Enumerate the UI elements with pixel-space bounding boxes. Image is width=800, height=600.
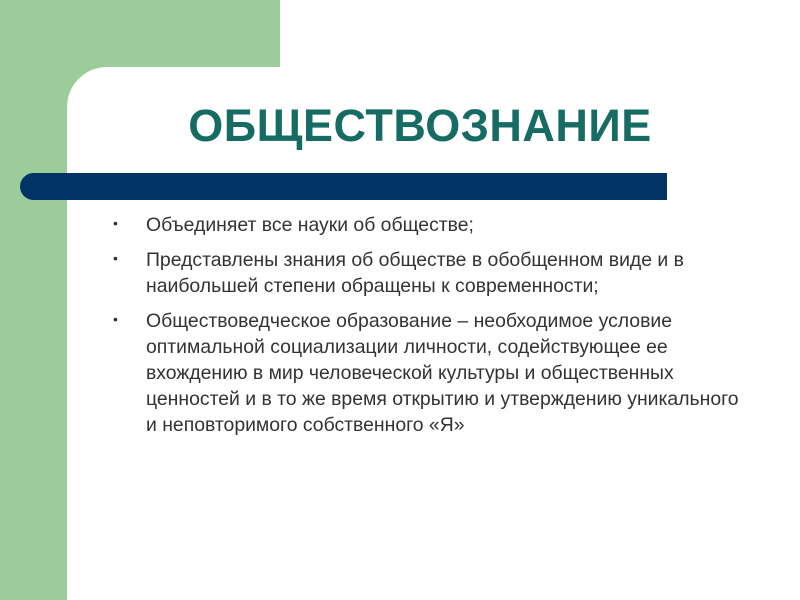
bullet-item [113,308,753,438]
bullet-text: Объединяет все науки об обществе; [146,214,474,236]
bullet-dot-icon: • [113,250,118,266]
decorative-left-stripe [0,0,67,600]
bullet-text: Обществоведческое образование – необходимое условие оптимальной социализации личности, содействующее ее вхождению в мир человеческой культуры и общественных ценностей и в то же время открытию и утверждению уникального и неповторимого собственного «Я» [146,310,739,436]
title-underline-bar [20,173,667,200]
slide-title: ОБЩЕСТВОЗНАНИЕ [188,100,652,151]
bullet-text: Представлены знания об обществе в обобщенном виде и в наибольшей степени обращены к современности; [146,249,684,297]
decorative-top-block [0,0,280,67]
bullet-item [113,247,753,299]
bullet-list [113,212,753,447]
bullet-dot-icon: • [113,311,118,327]
bullet-dot-icon: • [113,215,118,231]
bullet-item [113,212,753,238]
